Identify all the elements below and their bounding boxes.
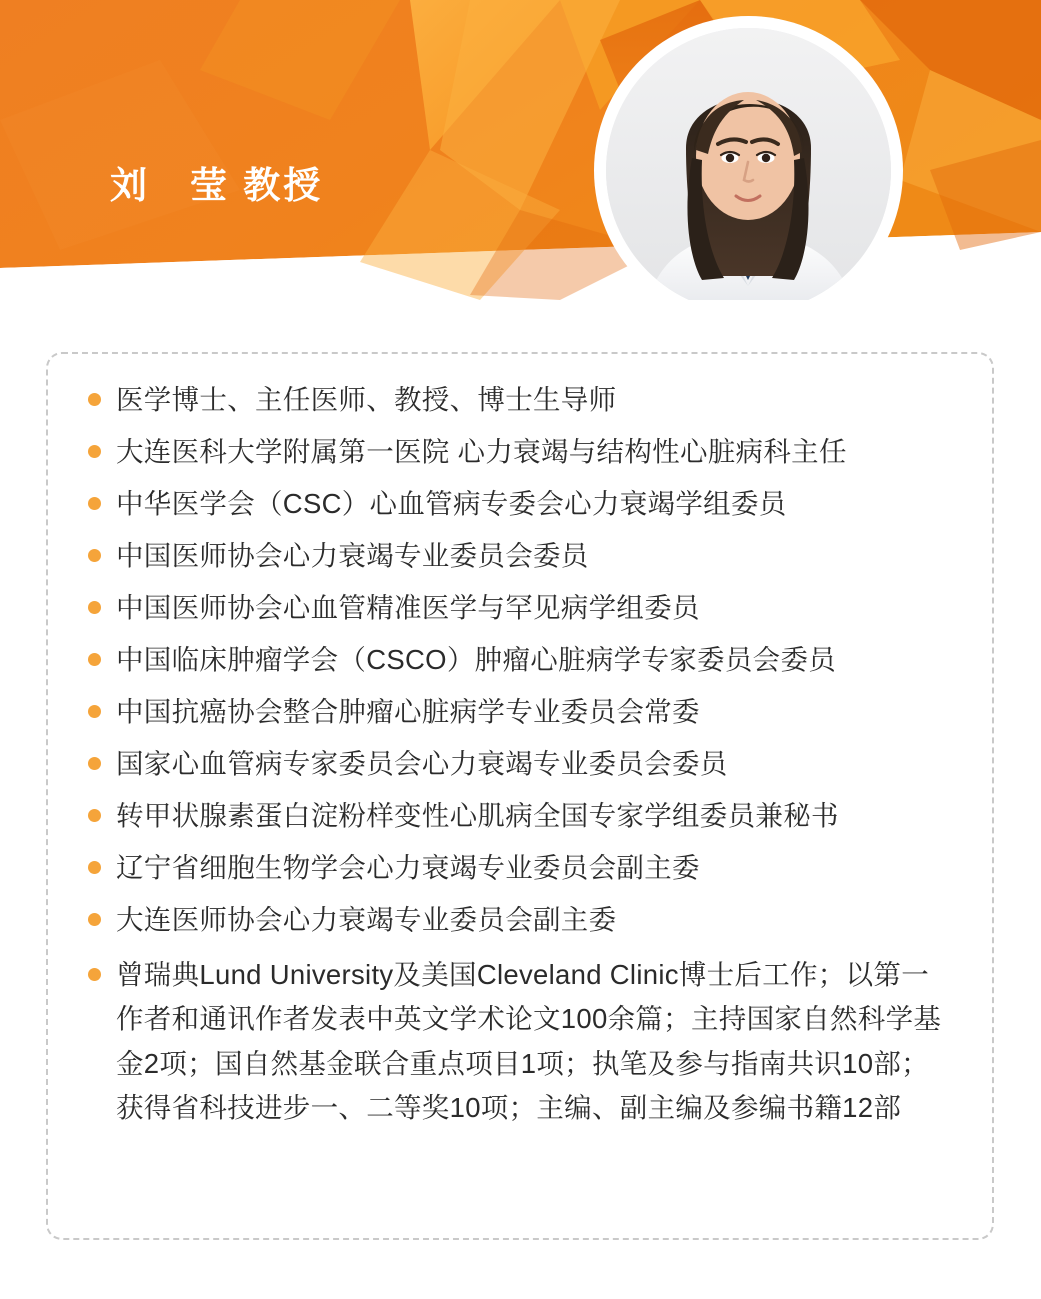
list-item (72, 796, 962, 835)
list-item (72, 953, 962, 1131)
speaker-name-title: 刘 莹 教授 (110, 165, 324, 206)
list-item-text: 中国医师协会心力衰竭专业委员会委员 (116, 540, 589, 572)
list-item (72, 744, 962, 783)
credentials-card (46, 352, 994, 1240)
bullet-icon (88, 757, 101, 770)
list-item-text: 辽宁省细胞生物学会心力衰竭专业委员会副主委 (116, 852, 700, 884)
header-banner (0, 0, 1041, 300)
list-item-text: 中国临床肿瘤学会（CSCO）肿瘤心脏病学专家委员会委员 (116, 644, 837, 676)
list-item (72, 536, 962, 575)
bullet-icon (88, 809, 101, 822)
list-item-text: 曾瑞典Lund University及美国Cleveland Clinic博士后工作；以第一作者和通讯作者发表中英文学术论文100余篇；主持国家自然科学基金2项；国自然基金联合重点项目1项；执笔及参与指南共识10部；获得省科技进步一、二等奖10项；主编、副主编及参编书籍12部 (116, 958, 942, 1124)
list-item (72, 692, 962, 731)
list-item-text: 中华医学会（CSC）心血管病专委会心力衰竭学组委员 (116, 488, 787, 520)
bullet-icon (88, 549, 101, 562)
bullet-icon (88, 497, 101, 510)
list-item (72, 900, 962, 939)
list-item-text: 中国医师协会心血管精准医学与罕见病学组委员 (116, 592, 700, 624)
list-item-text: 大连医师协会心力衰竭专业委员会副主委 (116, 904, 617, 936)
list-item-text: 大连医科大学附属第一医院 心力衰竭与结构性心脏病科主任 (116, 436, 847, 468)
list-item-text: 中国抗癌协会整合肿瘤心脏病学专业委员会常委 (116, 696, 700, 728)
list-item (72, 588, 962, 627)
portrait-illustration (606, 28, 891, 300)
list-item-text: 转甲状腺素蛋白淀粉样变性心肌病全国专家学组委员兼秘书 (116, 800, 839, 832)
list-item (72, 640, 962, 679)
bullet-icon (88, 601, 101, 614)
bullet-icon (88, 968, 101, 981)
list-item (72, 380, 962, 419)
avatar-image (606, 28, 891, 300)
list-item (72, 432, 962, 471)
bullet-icon (88, 705, 101, 718)
bullet-icon (88, 913, 101, 926)
bullet-icon (88, 861, 101, 874)
list-item-text: 医学博士、主任医师、教授、博士生导师 (116, 384, 617, 415)
list-item-text: 国家心血管病专家委员会心力衰竭专业委员会委员 (116, 748, 728, 780)
list-item (72, 848, 962, 887)
bullet-icon (88, 393, 101, 406)
bullet-icon (88, 653, 101, 666)
list-item (72, 484, 962, 523)
avatar (600, 22, 897, 300)
credentials-list (48, 354, 992, 1131)
bullet-icon (88, 445, 101, 458)
